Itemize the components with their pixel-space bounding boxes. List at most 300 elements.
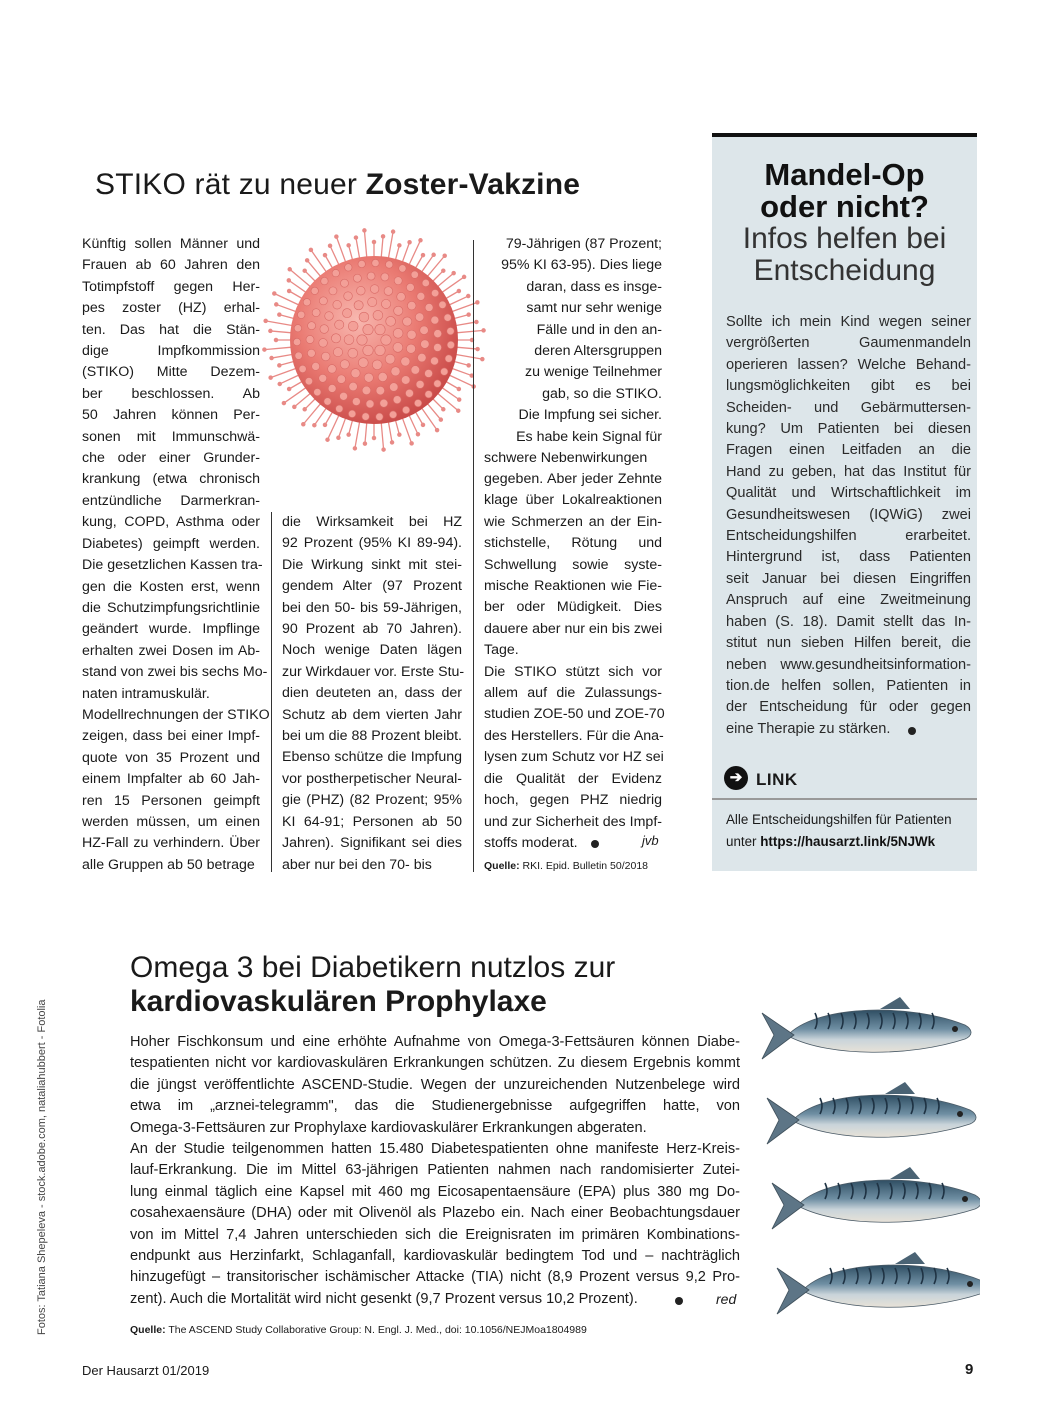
virus-bump	[329, 287, 337, 295]
virus-bump	[320, 325, 329, 334]
article1-column-1	[82, 234, 270, 876]
virus-bump	[340, 392, 348, 400]
virus-bump	[378, 372, 387, 381]
virus-bump	[402, 406, 409, 413]
virus-spike	[438, 273, 453, 286]
virus-bump	[306, 335, 314, 343]
text-line: Fälle und in den an-	[536, 321, 662, 338]
virus-bump	[401, 376, 410, 385]
virus-spike-tip	[410, 442, 413, 445]
text-line: vor postherpetischer Neural-	[282, 770, 462, 787]
virus-bump	[405, 389, 413, 397]
virus-bump	[384, 287, 393, 296]
virus-spike-tip	[398, 244, 401, 247]
virus-bump	[380, 399, 388, 407]
mackerel-fish	[767, 1082, 976, 1144]
virus-bump	[312, 309, 320, 317]
mackerel-illustration	[760, 985, 980, 1335]
virus-spike-tip	[287, 279, 290, 282]
virus-bump	[425, 391, 432, 398]
virus-bump	[373, 310, 383, 320]
virus-bump	[444, 314, 451, 321]
text-line: lung einmal täglich eine Kapsel mit 460 mg Eicosapentaensäure (EPA) plus 380 mg Do-	[130, 1183, 740, 1200]
virus-spike-tip	[457, 289, 460, 292]
text-line: gen die Kosten erst, wenn	[82, 578, 260, 595]
virus-bump	[345, 264, 352, 271]
virus-bump	[362, 386, 371, 395]
virus-bump	[319, 374, 327, 382]
virus-spike	[422, 255, 433, 271]
virus-spike-tip	[452, 272, 455, 275]
virus-spike	[389, 232, 394, 258]
virus-spike-tip	[278, 364, 281, 367]
text-line: gie (PHZ) (82 Prozent; 95%	[282, 792, 462, 809]
virus-spike-tip	[288, 268, 291, 271]
text-line: die Schutzimpfungsrichtlinie	[82, 599, 260, 616]
virus-spike-tip	[303, 269, 306, 272]
virus-spike-tip	[467, 313, 470, 316]
virus-bump	[375, 324, 385, 334]
text-line: dauere aber nur ein bis zwei	[484, 620, 663, 637]
text-line: kung? Um Patienten bei diesen	[726, 421, 971, 438]
virus-spike-tip	[282, 401, 285, 404]
virus-spike-tip	[288, 387, 291, 390]
photo-credit: Fotos: Tatiana Shepeleva - stock.adobe.com, nataliahubbert - Fotolia	[36, 999, 48, 1335]
virus-bump	[406, 283, 414, 291]
virus-bump	[311, 287, 318, 294]
text-line: mische Reaktionen wie Fie-	[484, 578, 662, 595]
article2-body	[130, 1032, 740, 1310]
virus-bump	[445, 355, 452, 362]
virus-bump	[344, 292, 353, 301]
virus-spike	[403, 419, 412, 443]
virus-spike	[271, 369, 295, 378]
virus-spike	[307, 260, 320, 275]
virus-spike	[365, 424, 367, 444]
text-line: die jüngst veröffentlichte ASCEND-Studie. Wegen der unzureichenden Nutzenbelege wird	[130, 1076, 740, 1093]
text-line: deren Altersgruppen	[534, 343, 662, 360]
text-line: Omega-3-Fettsäuren zur Prophylaxe kardiovaskulärer Erkrankungen abgeraten.	[130, 1119, 647, 1136]
virus-bump	[367, 272, 375, 280]
text-line: Fragen einen Leitfaden an die	[726, 442, 971, 459]
virus-bump	[357, 286, 366, 295]
virus-bump	[328, 384, 336, 392]
virus-spike	[280, 375, 298, 383]
virus-spike-tip	[363, 442, 366, 445]
virus-spike	[450, 296, 468, 304]
virus-bump	[397, 292, 406, 301]
virus-spike-tip	[432, 253, 435, 256]
text-line: (STIKO) Mitte Dezem-	[82, 364, 260, 381]
text-line: die Wirksamkeit bei HZ	[282, 514, 462, 530]
virus-spike-tip	[443, 254, 446, 257]
virus-spike	[294, 394, 309, 407]
virus-bump	[417, 292, 425, 300]
virus-bump	[430, 357, 438, 365]
text-line: stoffs moderat.	[484, 834, 578, 851]
link-divider	[712, 798, 977, 800]
virus-bump	[393, 342, 403, 352]
virus-bump	[294, 325, 301, 332]
virus-bump	[372, 259, 379, 266]
end-mark	[908, 727, 916, 735]
virus-spike	[356, 238, 359, 258]
virus-spike-tip	[439, 418, 442, 421]
virus-spike-tip	[263, 348, 266, 351]
text-line: aber nur bei den 70- bis	[282, 856, 432, 873]
text-line: erhalten zwei Dosen im Ab-	[82, 642, 260, 659]
virus-bump	[386, 316, 396, 326]
virus-bump	[354, 301, 363, 310]
text-line: dige Impfkommission	[82, 343, 260, 360]
virus-bump	[359, 312, 369, 322]
text-line: bei um die 88 Prozent bleibt.	[282, 728, 462, 745]
virus-spike	[330, 246, 338, 264]
text-line: HZ-Fall zu verhindern. Über	[82, 835, 260, 852]
virus-spike-tip	[323, 254, 326, 257]
text-line: Schutz ab dem vierten Jahr	[282, 706, 462, 723]
virus-spike-tip	[313, 424, 316, 427]
virus-spike-tip	[264, 319, 267, 322]
article2-source: Quelle: The ASCEND Study Collaborative Group: N. Engl. J. Med., doi: 10.1056/NEJMoa1804989	[130, 1324, 587, 1336]
virus-spike-tip	[416, 433, 419, 436]
virus-bump	[407, 301, 416, 310]
mackerel-fish	[772, 1167, 980, 1229]
text-line: Entscheidungshilfen erarbeitet.	[726, 528, 971, 545]
text-line: des Herstellers. Für die Ana-	[484, 727, 664, 744]
text-line: eine Therapie zu stärken.	[726, 720, 891, 737]
text-line: neben www.gesundheitsinformation-	[726, 656, 971, 673]
virus-bump	[411, 366, 420, 375]
virus-bump	[415, 313, 424, 322]
virus-bump	[348, 348, 358, 358]
column-divider	[473, 240, 474, 872]
column-divider	[271, 512, 272, 872]
virus-spike	[336, 237, 345, 261]
virus-spike	[389, 423, 392, 443]
text-line: einem Impfalter ab 60 Jah-	[82, 771, 260, 788]
virus-bump	[376, 413, 383, 420]
virus-spike-tip	[306, 259, 309, 262]
virus-spike-tip	[269, 376, 272, 379]
text-line: alle Gruppen ab 50 betrage	[82, 856, 255, 873]
text-line: tespatienten nicht vor kardiovaskulären Erkrankungen schützen. Zu diesem Ergebnis kommt	[130, 1055, 740, 1072]
text-line: 90 Prozent ab 70 Jahren).	[282, 621, 462, 638]
virus-spike-tip	[323, 423, 326, 426]
virus-spike	[264, 347, 290, 349]
text-line: und zur Sicherheit des Impf-	[484, 813, 662, 830]
virus-bump	[394, 277, 402, 285]
text-line: Die Impfung sei sicher.	[518, 407, 662, 424]
article2-title-light: Omega 3 bei Diabetikern nutzlos zur	[130, 951, 616, 984]
text-line: gegeben. Aber jeder Zehnte	[484, 471, 662, 487]
text-line: ber beschlossen. Ab	[82, 385, 260, 402]
virus-bump	[420, 326, 429, 335]
virus-spike-tip	[442, 269, 445, 272]
virus-bump	[431, 316, 439, 324]
text-line: Künftig sollen Männer und	[82, 236, 260, 252]
article2-author: red	[716, 1291, 737, 1307]
virus-bump	[348, 321, 358, 331]
virus-bump	[393, 396, 401, 404]
virus-spike-tip	[273, 292, 276, 295]
text-line: etwa im „arznei-telegramm", das die Studienergebnisse aufgegriffen hatte, von	[130, 1098, 740, 1115]
text-line: operieren lassen? Welche Behand-	[726, 356, 971, 373]
virus-spike-tip	[476, 347, 479, 350]
virus-bump	[391, 367, 400, 376]
text-line: lysen zum Schutz vor HZ sei	[484, 749, 664, 766]
text-line: hoch, gegen PHZ niedrig	[484, 792, 662, 809]
virus-spike-tip	[467, 364, 470, 367]
virus-spike	[272, 355, 292, 358]
virus-spike-tip	[408, 241, 411, 244]
mackerel-fish	[777, 1252, 980, 1314]
text-line: sonen mit Immunschwä-	[82, 428, 260, 445]
text-line: Noch wenige Daten lägen	[282, 642, 462, 659]
text-line: die Qualität der Evidenz	[484, 770, 662, 787]
page-number: 9	[965, 1361, 974, 1378]
virus-spike-tip	[398, 433, 401, 436]
virus-bump	[351, 369, 360, 378]
virus-bump	[368, 297, 377, 306]
text-line: Scheiden- und Gebärmuttersen-	[726, 399, 971, 416]
text-line: Hand zu geben, hat das Institut für	[726, 463, 971, 480]
virus-bump	[431, 289, 438, 296]
virus-bump	[381, 273, 389, 281]
text-line: Jahren). Signifikant sei dies	[282, 835, 462, 852]
virus-spike	[453, 369, 472, 376]
text-line: Die Wirkung sinkt mit stei-	[282, 556, 462, 573]
virus-spike-tip	[270, 356, 273, 359]
virus-bump	[364, 373, 373, 382]
virus-bump	[319, 339, 328, 348]
virus-bump	[411, 271, 418, 278]
virus-spike-tip	[309, 248, 312, 251]
virus-bump	[363, 345, 373, 355]
virus-spike-tip	[353, 447, 356, 450]
sidebar-body	[726, 312, 971, 740]
text-line: schwere Nebenwirkungen	[484, 450, 648, 467]
text-line: Qualität und Wirtschaftlichkeit im	[726, 485, 971, 502]
virus-bump	[393, 328, 403, 338]
virus-spike	[409, 416, 417, 434]
virus-spike-tip	[442, 408, 445, 411]
text-line: ber oder Müdigkeit. Dies	[484, 599, 662, 616]
text-line: hinzugefügt – transitorischer ischämischer Attacke (TIA) nicht (8,9 Prozent versus 9,2 Pro-	[130, 1269, 740, 1286]
virus-spike-tip	[335, 235, 338, 238]
article1-author: jvb	[642, 833, 659, 848]
virus-bump	[340, 279, 348, 287]
virus-spike-tip	[274, 338, 277, 341]
virus-spike-tip	[419, 239, 422, 242]
text-line: daran, dass es insge-	[526, 278, 662, 295]
virus-bump	[434, 330, 442, 338]
virus-bump	[385, 354, 395, 364]
virus-spike-tip	[363, 229, 366, 232]
text-line: klage über Lokalreaktionen	[484, 492, 662, 509]
virus-bump	[357, 335, 367, 345]
virus-bump	[333, 300, 342, 309]
virus-spike	[270, 331, 290, 333]
virus-bump	[343, 309, 352, 318]
virus-spike-tip	[457, 409, 460, 412]
text-line: Modellrechnungen der STIKO	[82, 706, 270, 723]
virus-bump	[352, 398, 360, 406]
virus-spike-tip	[382, 448, 385, 451]
virus-bump	[332, 269, 339, 276]
virus-spike	[458, 347, 478, 349]
end-mark	[675, 1297, 683, 1305]
text-line: endpunkt aus Herzinfarkt, Schlaganfall, kardiovaskulär bedingtem Tod und – nachträglich	[130, 1248, 740, 1265]
text-line: geändert wurde. Impflinge	[82, 621, 260, 638]
virus-bump	[406, 344, 415, 353]
text-line: 92 Prozent (95% KI 89-94).	[282, 535, 462, 552]
end-mark	[591, 840, 599, 848]
article1-column-3-top	[484, 234, 662, 469]
text-line: 79-Jährigen (87 Prozent;	[505, 236, 662, 252]
virus-spike	[457, 355, 483, 360]
virus-bump	[344, 335, 354, 345]
text-line: haben (S. 18). Damit stellt das In-	[726, 613, 971, 630]
virus-bump	[333, 347, 342, 356]
text-line: pes zoster (HZ) erhal-	[82, 300, 260, 317]
link-text-line2: unter https://hausarzt.link/5NJWk	[726, 834, 936, 849]
virus-spike-tip	[302, 423, 305, 426]
virus-bump	[407, 330, 416, 339]
virus-bump	[372, 360, 382, 370]
virus-spike-tip	[463, 275, 466, 278]
virus-spike	[314, 409, 325, 425]
text-line: stand von zwei bis sechs Mo-	[82, 664, 268, 681]
virus-bump	[358, 358, 368, 368]
virus-spike-tip	[372, 240, 375, 243]
virus-bump	[389, 411, 396, 418]
virus-spike-tip	[347, 433, 350, 436]
virus-spike-tip	[337, 436, 340, 439]
virus-spike-tip	[269, 329, 272, 332]
text-line: stitut nun sieben Hilfen bereit, die	[726, 635, 971, 652]
virus-bump	[303, 299, 310, 306]
virus-bump	[336, 405, 343, 412]
virus-bump	[324, 398, 331, 405]
text-line: An der Studie teilgenommen hatten 15.480 Diabetespatienten ohne manifeste Herz-Kreis-	[130, 1141, 740, 1158]
virus-bump	[447, 341, 454, 348]
virus-bump	[394, 306, 403, 315]
text-line: werden müssen, um einen	[82, 813, 260, 830]
virus-spike-tip	[476, 301, 479, 304]
text-line: Gesundheitswesen (IQWiG) zwei	[726, 506, 971, 523]
virus-bump	[399, 265, 406, 272]
text-line: Die STIKO stützt sich vor	[484, 663, 662, 680]
virus-bump	[312, 362, 320, 370]
virus-bump	[375, 345, 385, 355]
text-line: quote von 35 Prozent und	[82, 749, 260, 766]
virus-bump	[416, 380, 424, 388]
text-line: kung, COPD, Asthma oder	[82, 514, 260, 531]
virus-spike-tip	[328, 244, 331, 247]
text-line: ten. Das hat die Stän-	[82, 321, 260, 338]
virus-bump	[321, 277, 328, 284]
text-line: ren 15 Personen geimpft	[82, 792, 260, 809]
virus-spike-tip	[421, 423, 424, 426]
virus-bump	[389, 383, 398, 392]
article1-column-3	[484, 469, 665, 854]
virus-spike-tip	[278, 313, 281, 316]
text-line: studien ZOE-50 und ZOE-70	[484, 706, 665, 723]
virus-illustration	[262, 222, 486, 472]
text-line: allem auf die Zulassungs-	[484, 685, 662, 702]
text-line: dien deuteten an, dass der	[282, 685, 462, 702]
sidebar-title-bold-1: Mandel-Op	[764, 157, 925, 192]
text-line: gab, so die STIKO.	[542, 385, 662, 402]
text-line: zeigen, dass bei einer Impf-	[82, 728, 260, 745]
text-line: Es habe kein Signal für	[516, 428, 662, 445]
text-line: Anspruch auf eine Zweitmeinung	[726, 592, 971, 609]
virus-spike	[266, 321, 292, 326]
virus-spike-tip	[421, 254, 424, 257]
text-line: lungsmöglichkeiten gibt es bei	[726, 378, 971, 395]
virus-bump	[434, 343, 442, 351]
text-line: Die gesetzlichen Kassen tra-	[82, 557, 263, 574]
virus-bump	[325, 312, 334, 321]
text-line: Tage.	[484, 642, 519, 659]
virus-spike	[443, 388, 459, 399]
virus-bump	[418, 353, 427, 362]
virus-spike-tip	[435, 429, 438, 432]
virus-spike	[355, 423, 360, 449]
virus-bump	[401, 357, 410, 366]
virus-bump	[425, 303, 433, 311]
virus-bump	[298, 311, 305, 318]
virus-bump	[363, 324, 373, 334]
virus-bump	[447, 327, 454, 334]
hausarzt-link[interactable]: https://hausarzt.link/5NJWk	[760, 834, 936, 849]
text-line: vergrößerten Gaumenmandeln	[726, 335, 971, 352]
virus-bump	[337, 375, 346, 384]
text-line: 95% KI 63-95). Dies liege	[501, 257, 662, 274]
virus-spike	[364, 230, 366, 256]
article1-title: STIKO rät zu neuer Zoster-Vakzine	[95, 168, 581, 201]
virus-spike-tip	[475, 320, 478, 323]
virus-spike-tip	[278, 382, 281, 385]
virus-bump	[348, 410, 355, 417]
virus-bump	[385, 261, 392, 268]
text-line: bei den 50- bis 59-Jährigen,	[282, 599, 462, 616]
virus-spike-tip	[457, 387, 460, 390]
virus-bump	[299, 365, 306, 372]
virus-bump	[349, 382, 358, 391]
text-line: Schwellung sowie syste-	[484, 556, 662, 573]
text-line: che oder einer Grunder-	[82, 450, 260, 467]
virus-spike-tip	[381, 235, 384, 238]
text-line: Hoher Fischkonsum und eine erhöhte Aufnahme von Omega-3-Fettsäuren können Diabe-	[130, 1034, 740, 1050]
mackerel-fish	[762, 997, 971, 1059]
virus-spike-tip	[293, 405, 296, 408]
text-line: Totimpfstoff gegen Her-	[82, 278, 260, 295]
virus-bump	[381, 335, 391, 345]
virus-bump	[340, 360, 349, 369]
footer-magazine: Der Hausarzt 01/2019	[82, 1363, 210, 1378]
virus-spike-tip	[347, 244, 350, 247]
virus-bump	[358, 260, 365, 267]
text-line: samt nur sehr wenige	[526, 300, 662, 317]
virus-bump	[381, 299, 390, 308]
virus-bump	[328, 365, 337, 374]
virus-spike-tip	[390, 441, 393, 444]
text-line: Ebenso schütze die Impfung	[282, 749, 462, 766]
virus-spike-tip	[354, 236, 357, 239]
text-line: von im Mittel 7,4 Jahren unterschieden sich die Ereignisraten im primären Kombinations-	[130, 1226, 740, 1243]
